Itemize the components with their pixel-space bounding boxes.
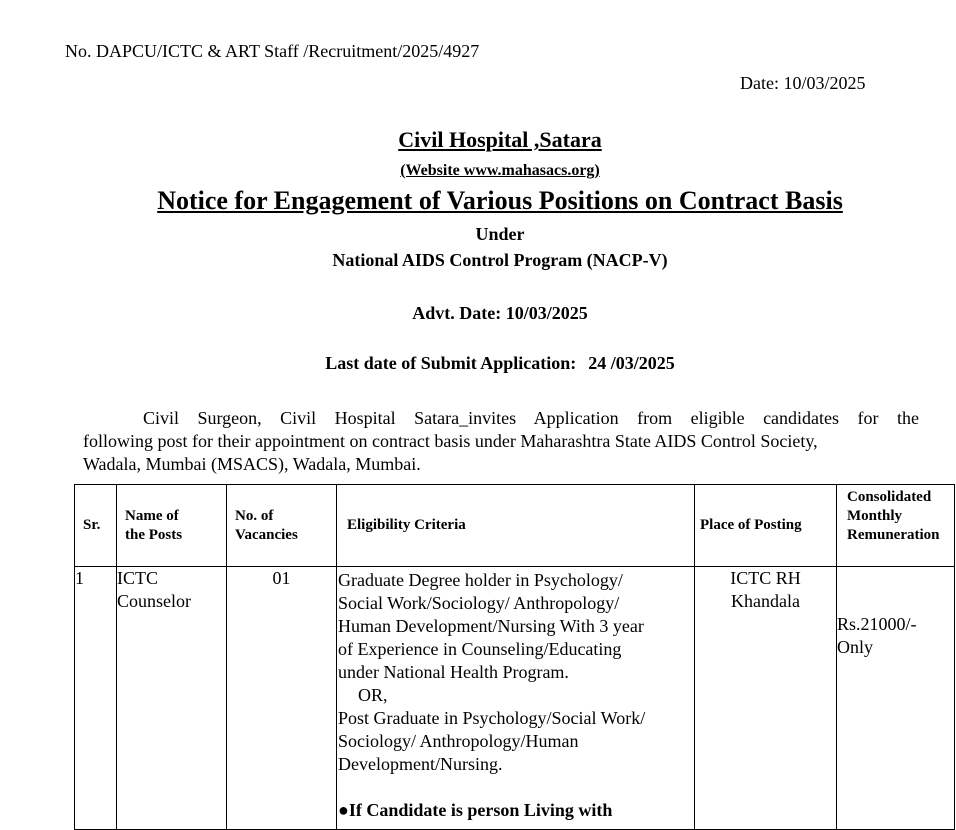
cell-vacancies: 01 xyxy=(227,567,337,830)
table-header-row xyxy=(75,485,955,567)
hospital-name: Civil Hospital ,Satara xyxy=(398,127,602,152)
intro-line-2: following post for their appointment on contract basis under Maharashtra State AIDS Control Society, xyxy=(83,431,818,451)
cell-place-of-posting: ICTC RH Khandala xyxy=(695,567,837,830)
header-eligibility: Eligibility Criteria xyxy=(337,485,695,567)
cell-remuneration: Rs.21000/- Only xyxy=(837,567,955,830)
intro-line-1: Civil Surgeon, Civil Hospital Satara_invites Application from eligible candidates for the xyxy=(143,408,919,428)
program-name: National AIDS Control Program (NACP-V) xyxy=(332,250,668,270)
table-row xyxy=(75,567,955,830)
advertisement-date: Advt. Date: 10/03/2025 xyxy=(412,303,588,323)
eligibility-bullet: ●If Candidate is person Living with xyxy=(338,800,613,820)
notice-date: Date: 10/03/2025 xyxy=(740,73,866,93)
cell-eligibility: Graduate Degree holder in Psychology/ Social Work/Sociology/ Anthropology/ Human Development/Nursing With 3 year of Experience in Counseling/Educating under National Health Program. OR, Post Graduate in Psychology/Social Work/ Sociology/ Anthropology/Human Development/Nursing. ●If Candidate is person Living with xyxy=(337,567,695,830)
under-line: Under xyxy=(475,224,525,244)
intro-paragraph xyxy=(83,407,919,476)
reference-number: No. DAPCU/ICTC & ART Staff /Recruitment/2025/4927 xyxy=(65,41,480,61)
website-line: (Website www.mahasacs.org) xyxy=(400,162,600,179)
header-remuneration: Consolidated Monthly Remuneration xyxy=(837,485,955,567)
notice-title: Notice for Engagement of Various Positions on Contract Basis xyxy=(157,186,843,215)
header-name-of-posts: Name of the Posts xyxy=(117,485,227,567)
positions-table xyxy=(74,484,955,830)
last-date-value: 24 /03/2025 xyxy=(588,353,675,373)
intro-line-3: Wadala, Mumbai (MSACS), Wadala, Mumbai. xyxy=(83,454,421,474)
last-date-line xyxy=(0,353,956,374)
cell-sr: 1 xyxy=(75,567,117,830)
header-vacancies: No. of Vacancies xyxy=(227,485,337,567)
header-place: Place of Posting xyxy=(695,485,837,567)
header-sr: Sr. xyxy=(75,485,117,567)
last-date-label: Last date of Submit Application: xyxy=(325,353,577,373)
cell-post-name: ICTC Counselor xyxy=(117,567,227,830)
